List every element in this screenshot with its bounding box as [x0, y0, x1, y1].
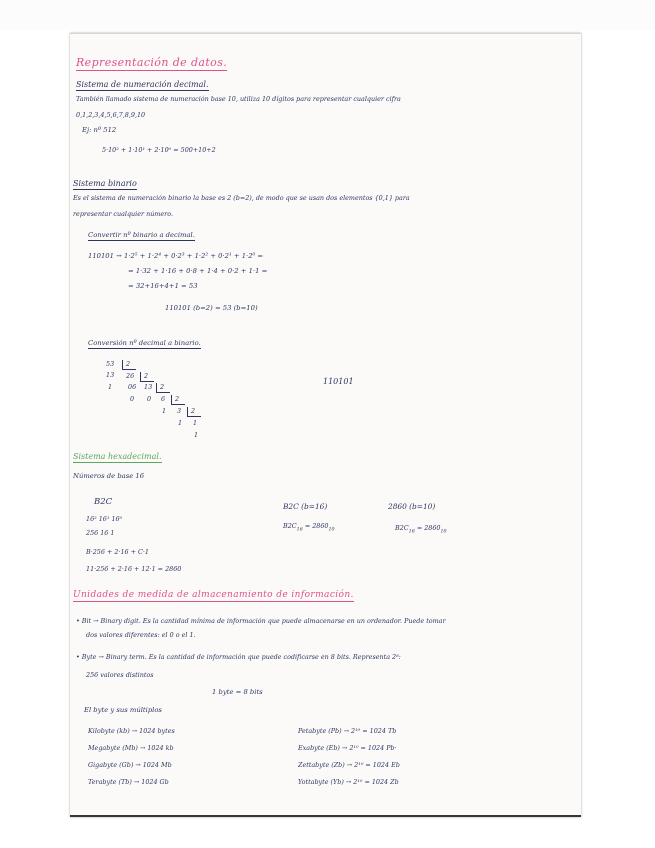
- binary-to-decimal-title: Convertir nº binario a decimal.: [88, 231, 195, 239]
- decimal-text-1: También llamado sistema de numeración base 10, utiliza 10 dígitos para representar cualquier cifra: [76, 95, 401, 103]
- binary-text-1: Es el sistema de numeración binario la base es 2 (b=2), de modo que se usan dos elementos {0,1} para: [73, 194, 410, 202]
- hex-b16-label: B2C (b=16): [283, 502, 328, 511]
- byte-text-1: • Byte → Binary term. Es la cantidad de información que puede codificarse en 8 bits. Representa 2⁸:: [76, 653, 401, 661]
- division-divisor: 2: [144, 372, 149, 380]
- division-divisor: 2: [126, 360, 131, 368]
- division-dividend: 53: [106, 360, 115, 368]
- decimal-to-binary-title: Conversión nº decimal a binario.: [88, 339, 201, 347]
- decimal-to-binary-result: 110101: [323, 377, 354, 386]
- division-remainder: 06: [128, 383, 137, 391]
- multiple-right: Yottabyte (Yb) → 2¹⁰ = 1024 Zb: [298, 778, 399, 786]
- byte-text-2: 256 valores distintos: [86, 671, 154, 679]
- multiple-left: Megabyte (Mb) → 1024 kb: [88, 744, 174, 752]
- page-title: Representación de datos.: [76, 56, 228, 69]
- bit-text-2: dos valores diferentes: el 0 o el 1.: [86, 631, 196, 639]
- background-strip: [0, 0, 655, 30]
- binary-to-decimal-line-2: = 1·32 + 1·16 + 0·8 + 1·4 + 0·2 + 1·1 =: [128, 267, 268, 275]
- division-divisor: 2: [175, 395, 180, 403]
- hex-powers: 16² 16¹ 16⁰: [86, 515, 123, 523]
- multiple-right: Exabyte (Eb) → 2¹⁰ = 1024 Pb·: [298, 744, 397, 752]
- hex-formula-1: B·256 + 2·16 + C·1: [86, 548, 149, 556]
- decimal-example-calc: 5·10² + 1·10¹ + 2·10⁰ = 500+10+2: [102, 146, 216, 154]
- binary-to-decimal-line-3: = 32+16+4+1 = 53: [128, 282, 198, 290]
- hex-weights: 256 16 1: [86, 529, 115, 537]
- multiple-left: Terabyte (Tb) → 1024 Gb: [88, 778, 169, 786]
- multiples-title: El byte y sus múltiplos: [84, 706, 162, 714]
- division-divisor: 2: [191, 407, 196, 415]
- division-remainder: 1: [178, 419, 183, 427]
- byte-equation: 1 byte = 8 bits: [212, 688, 263, 696]
- division-remainder: 0: [130, 395, 135, 403]
- division-divisor: 2: [160, 383, 165, 391]
- division-remainder: 0: [147, 395, 152, 403]
- division-quotient: 1: [193, 419, 198, 427]
- decimal-heading: Sistema de numeración decimal.: [76, 80, 209, 89]
- division-remainder: 1: [108, 383, 113, 391]
- bit-text-1: • Bit → Binary digit. Es la cantidad mínima de información que puede almacenarse en un ordenador. Puede tomar: [76, 617, 446, 625]
- division-quotient: 26: [126, 372, 135, 380]
- binary-to-decimal-result: 110101 (b=2) = 53 (b=10): [165, 304, 258, 312]
- storage-heading: Unidades de medida de almacenamiento de información.: [73, 590, 354, 600]
- hex-b10-label: 2860 (b=10): [388, 502, 436, 511]
- division-quotient: 13: [144, 383, 153, 391]
- division-remainder: 1: [162, 407, 167, 415]
- division-remainder: 13: [106, 371, 115, 379]
- binary-text-2: representar cualquier número.: [73, 210, 173, 218]
- multiple-right: Petabyte (Pb) → 2¹⁰ = 1024 Tb: [298, 727, 397, 735]
- hex-equality-right: $B2C_{16} = 2860_{10}$: [395, 524, 447, 535]
- hex-number: B2C: [94, 497, 113, 507]
- decimal-example-label: Ej: nº 512: [82, 126, 117, 134]
- hex-formula-2: 11·256 + 2·16 + 12·1 = 2860: [86, 565, 182, 573]
- multiple-left: Kilobyte (kb) → 1024 bytes: [88, 727, 175, 735]
- division-remainder: 1: [194, 431, 199, 439]
- multiple-left: Gigabyte (Gb) → 1024 Mb: [88, 761, 172, 769]
- notebook-page: [70, 33, 581, 817]
- division-quotient: 6: [161, 395, 166, 403]
- binary-to-decimal-line-1: 110101 → 1·2⁵ + 1·2⁴ + 0·2³ + 1·2² + 0·2¹ + 1·2⁰ =: [88, 252, 264, 260]
- multiple-right: Zettabyte (Zb) → 2¹⁰ = 1024 Eb: [298, 761, 400, 769]
- hex-equality-left: $B2C_{16} = 2860_{10}$: [283, 522, 335, 533]
- decimal-text-2: 0,1,2,3,4,5,6,7,8,9,10: [76, 111, 146, 119]
- hex-subheading: Números de base 16: [73, 472, 145, 480]
- hex-heading: Sistema hexadecimal.: [73, 452, 162, 461]
- division-quotient: 3: [177, 407, 182, 415]
- binary-heading: Sistema binario: [73, 179, 137, 188]
